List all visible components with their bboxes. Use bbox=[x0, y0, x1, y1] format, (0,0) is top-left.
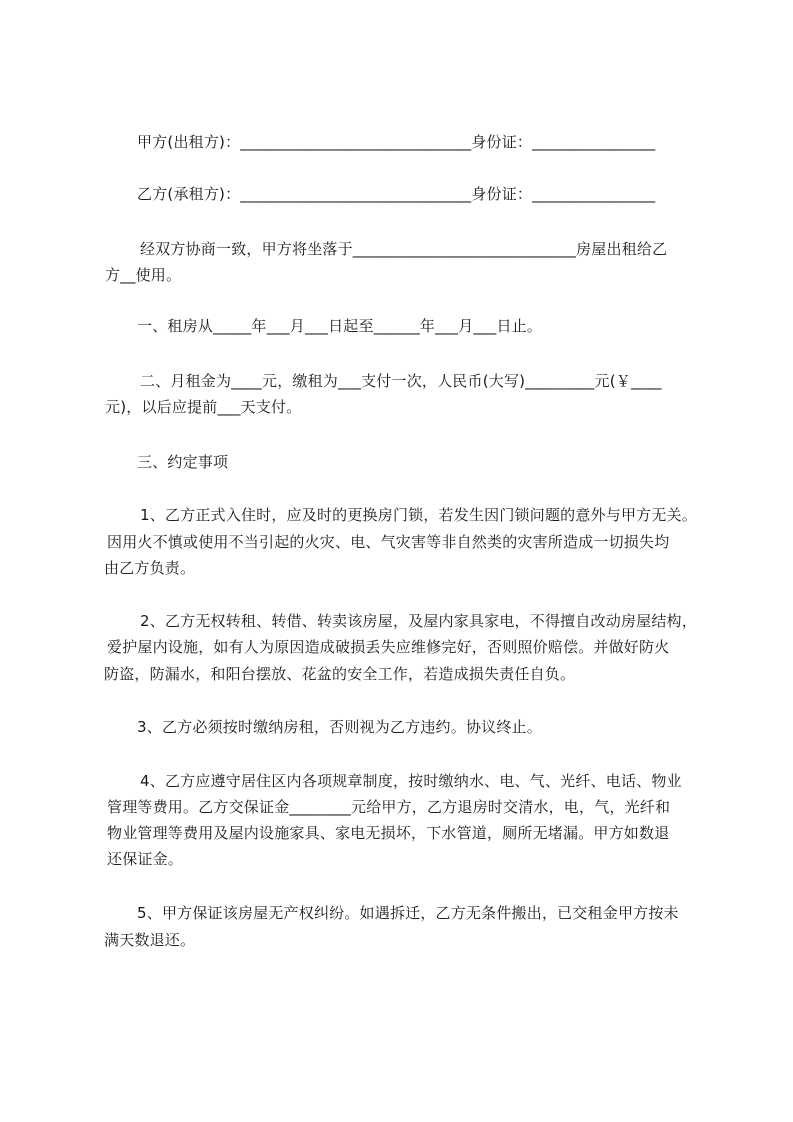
item-5-line-1: 5、甲方保证该房屋无产权纠纷。如遇拆迁，乙方无条件搬出，已交租金甲方按未 bbox=[137, 904, 679, 922]
intro-line-2: 方__使用。 bbox=[105, 266, 182, 284]
item-4-line-4: 还保证金。 bbox=[107, 850, 184, 868]
item-5-line-2: 满天数退还。 bbox=[104, 931, 196, 949]
party-b-line: 乙方(承租方)：______________________________身份证：________________ bbox=[137, 185, 656, 203]
item-2-line-2: 爱护屋内设施，如有人为原因造成破损丢失应维修完好，否则照价赔偿。并做好防火 bbox=[107, 638, 670, 656]
item-4-line-3: 物业管理等费用及屋内设施家具、家电无损坏，下水管道，厕所无堵漏。甲方如数退 bbox=[107, 824, 670, 842]
item-3: 3、乙方必须按时缴纳房租，否则视为乙方违约。协议终止。 bbox=[137, 718, 542, 736]
party-a-line: 甲方(出租方)：______________________________身份证：________________ bbox=[137, 133, 656, 151]
clause-2-line-2: 元)，以后应提前___天支付。 bbox=[105, 398, 302, 416]
item-1-line-2: 因用火不慎或使用不当引起的火灾、电、气灾害等非自然类的灾害所造成一切损失均 bbox=[107, 533, 670, 551]
item-1-line-1: 1、乙方正式入住时，应及时的更换房门锁，若发生因门锁问题的意外与甲方无关。 bbox=[140, 506, 697, 524]
item-4-line-2: 管理等费用。乙方交保证金________元给甲方，乙方退房时交清水，电，气，光纤和 bbox=[107, 798, 671, 816]
clause-2-line-1: 二、月租金为____元，缴租为___支付一次，人民币(大写)_________元(￥____ bbox=[140, 372, 662, 390]
intro-line-1: 经双方协商一致，甲方将坐落于_____________________________房屋出租给乙 bbox=[140, 240, 668, 258]
item-1-line-3: 由乙方负责。 bbox=[104, 559, 196, 577]
clause-3-heading: 三、约定事项 bbox=[137, 453, 229, 471]
item-4-line-1: 4、乙方应遵守居住区内各项规章制度，按时缴纳水、电、气、光纤、电话、物业 bbox=[140, 772, 682, 790]
clause-1: 一、租房从_____年___月___日起至______年___月___日止。 bbox=[137, 317, 543, 335]
item-2-line-1: 2、乙方无权转租、转借、转卖该房屋，及屋内家具家电，不得擅自改动房屋结构， bbox=[140, 612, 697, 630]
item-2-line-3: 防盗，防漏水，和阳台摆放、花盆的安全工作，若造成损失责任自负。 bbox=[104, 665, 576, 683]
